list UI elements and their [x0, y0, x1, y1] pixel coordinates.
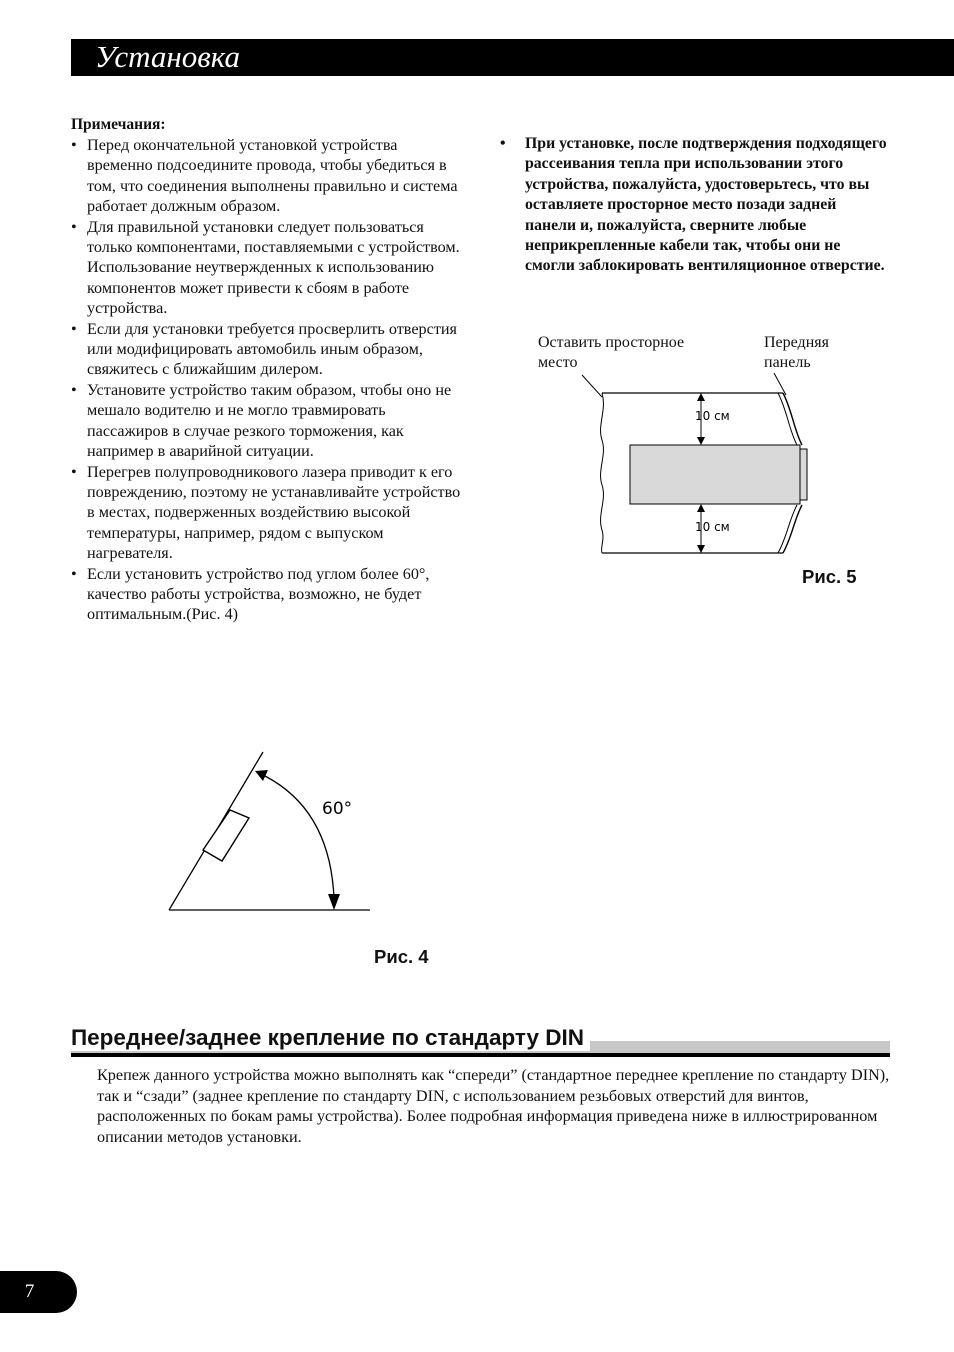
label-front-panel-line2: панель [764, 354, 811, 371]
angle-arc [265, 776, 334, 898]
unit-body [630, 445, 800, 504]
top-gap-arrow-down [697, 437, 705, 445]
note-item [71, 135, 461, 217]
bullet: • [71, 217, 77, 236]
top-gap-arrow-up [697, 393, 705, 401]
notes-heading: Примечания: [71, 116, 166, 133]
section-title: Переднее/заднее крепление по стандарту DIN [71, 1025, 590, 1051]
page-number: 7 [0, 1271, 77, 1313]
note-text: Перегрев полупроводникового лазера приводит к его повреждению, поэтому не устанавливайте устройство в местах, подверженных воздействию высокой температуры, например, рядом с выпуском нагревателя. [87, 462, 461, 563]
angle-label: 60° [322, 799, 353, 819]
heat-note-text: При установке, после подтверждения подходящего рассеивания тепла при использовании этого устройства, пожалуйста, удостоверьтесь, что вы оставляете просторное место позади задней панели и, пожалуйста, сверните любые неприкрепленные кабели так, чтобы они не смогли заблокировать вентиляционное отверстие. [525, 135, 887, 275]
note-item [71, 380, 461, 462]
arrow-head-bottom [328, 894, 340, 910]
bullet: • [71, 462, 77, 481]
note-text: Перед окончательной установкой устройства временно подсоедините провода, чтобы убедиться в том, что соединения выполнены правильно и система работает должным образом. [87, 136, 458, 216]
page-title: Установка [95, 39, 240, 74]
note-item [71, 462, 461, 564]
figure-5-clearance-diagram [580, 365, 820, 565]
figure-4-angle-diagram [160, 740, 380, 920]
figure-5-caption: Рис. 5 [802, 566, 857, 587]
notes-list [71, 135, 461, 625]
arrow-head-top [255, 770, 268, 781]
unit-front-face [800, 449, 807, 500]
figure-4-caption: Рис. 4 [374, 946, 429, 967]
top-gap-label: 10 см [695, 409, 730, 423]
bullet: • [500, 135, 506, 152]
section-body: Крепеж данного устройства можно выполнять как “спереди” (стандартное переднее крепление по стандарту DIN), так и “сзади” (заднее крепление по стандарту DIN, с использованием резьбовых отверстий для винтов, расположенных по бокам рамы устройства). Более подробная информация приведена ниже в иллюстрированном описании методов установки. [97, 1066, 890, 1146]
label-front-panel-line1: Передняя [764, 334, 829, 351]
note-text: Если для установки требуется просверлить отверстия или модифицировать автомобиль иным образом, свяжитесь с ближайшим дилером. [87, 319, 458, 379]
bottom-gap-arrow-down [697, 545, 705, 553]
note-item [71, 217, 461, 319]
note-text: Для правильной установки следует пользоваться только компонентами, поставляемыми с устройством. Использование неутвержденных к использованию компонентов может привести к сбоям в работе устройства. [87, 217, 460, 318]
cavity-left-break [601, 393, 604, 553]
label-leave-space-line2: место [538, 354, 578, 371]
leader-line-space [582, 375, 602, 397]
bullet: • [71, 564, 77, 583]
note-text: Если установить устройство под углом более 60°, качество работы устройства, возможно, не будет оптимальным.(Рис. 4) [87, 564, 430, 624]
note-item [71, 319, 461, 380]
section-title-underline [71, 1053, 890, 1057]
bullet: • [71, 380, 77, 399]
unit-rectangle [203, 810, 249, 861]
bottom-gap-label: 10 см [695, 520, 730, 534]
heat-dissipation-note [500, 134, 890, 277]
bullet: • [71, 319, 77, 338]
note-text: Установите устройство таким образом, чтобы оно не мешало водителю и не могло травмировать пассажиров в случае резкого торможения, как например в аварийной ситуации. [87, 380, 452, 461]
bullet: • [71, 136, 77, 154]
note-item [71, 564, 461, 625]
leader-line-panel [774, 373, 786, 395]
bottom-gap-arrow-up [697, 504, 705, 512]
label-leave-space-line1: Оставить просторное [538, 334, 685, 351]
header-bar [71, 39, 954, 76]
